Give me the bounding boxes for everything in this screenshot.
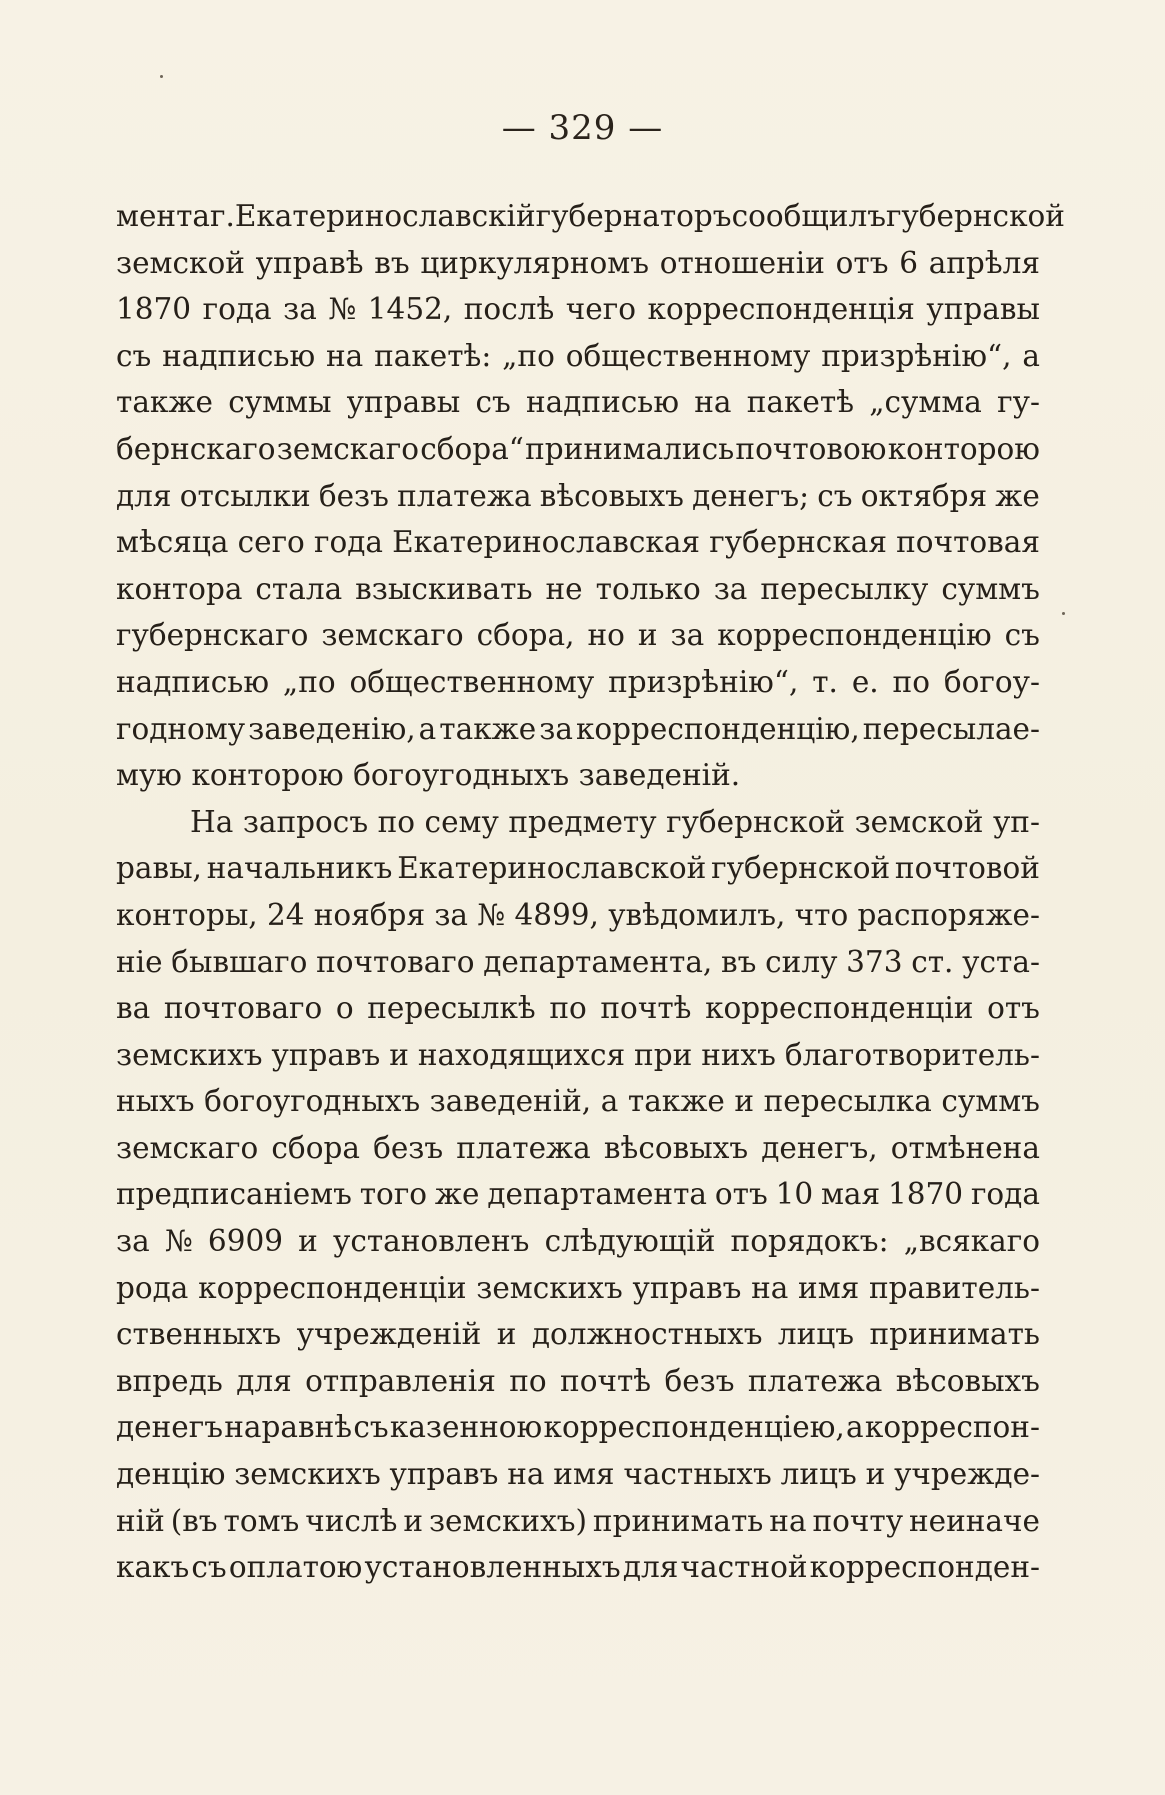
text-line: годному заведенію, а также за корреспонденцію, пересылае- — [116, 711, 1040, 746]
text-line: какъ съ оплатою установленныхъ для частной корреспонден- — [116, 1550, 1040, 1585]
text-line: денцію земскихъ управъ на имя частныхъ лицъ и учрежде- — [116, 1457, 1040, 1492]
text-line: На запросъ по сему предмету губернской земской уп- — [190, 804, 1040, 839]
text-line: контора стала взыскивать не только за пересылку суммъ — [116, 571, 1040, 606]
text-line: впредь для отправленія по почтѣ безъ платежа вѣсовыхъ — [116, 1363, 1040, 1398]
text-line: земской управѣ въ циркулярномъ отношеніи отъ 6 апрѣля — [116, 245, 1040, 280]
text-line: также суммы управы съ надписью на пакетѣ „сумма гу- — [116, 385, 1040, 420]
page-number: — 329 — — [501, 108, 664, 148]
text-line: рода корреспонденціи земскихъ управъ на имя правитель- — [116, 1270, 1040, 1305]
text-line: мую конторою богоугодныхъ заведеній. — [116, 758, 741, 793]
paragraph — [116, 799, 1040, 1591]
text-line: 1870 года за № 1452, послѣ чего корреспонденція управы — [116, 292, 1040, 327]
text-line: мента г. Екатеринославскій губернаторъ сообщилъ губернской — [116, 199, 1065, 233]
text-line: предписаніемъ того же департамента отъ 10 мая 1870 года — [116, 1177, 1040, 1212]
text-line: земскихъ управъ и находящихся при нихъ благотворитель- — [116, 1037, 1040, 1072]
text-line: ственныхъ учрежденій и должностныхъ лицъ принимать — [116, 1317, 1040, 1352]
text-line: ныхъ богоугодныхъ заведеній, а также и пересылка суммъ — [116, 1084, 1040, 1119]
text-line: ніе бывшаго почтоваго департамента, въ силу 373 ст. уста- — [116, 944, 1040, 979]
text-line: съ надписью на пакетѣ: „по общественному призрѣнію“, а — [116, 338, 1040, 373]
text-line: ній (въ томъ числѣ и земскихъ) принимать на почту неиначе — [116, 1503, 1040, 1538]
text-line: конторы, 24 ноября за № 4899, увѣдомилъ, что распоряже- — [116, 897, 1040, 932]
text-line: надписью „по общественному призрѣнію“, т. е. по богоу- — [116, 664, 1040, 699]
print-speck — [160, 75, 163, 78]
text-line: губернскаго земскаго сбора, но и за корреспонденцію съ — [116, 618, 1040, 653]
print-speck — [1062, 612, 1065, 615]
text-line: земскаго сбора безъ платежа вѣсовыхъ денегъ, отмѣнена — [116, 1130, 1040, 1165]
text-line: мѣсяца сего года Екатеринославская губернская почтовая — [116, 525, 1040, 560]
paragraph — [116, 193, 1065, 799]
page-body-text — [116, 193, 1065, 1591]
text-line: денегъ наравнѣ съ казенною корреспонденціею, а корреспон- — [116, 1410, 1040, 1445]
text-line: ва почтоваго о пересылкѣ по почтѣ корреспонденціи отъ — [116, 991, 1040, 1026]
text-line: бернскаго земскаго сбора“ принимались почтовою конторою — [116, 431, 1040, 466]
text-line: равы, начальникъ Екатеринославской губернской почтовой — [116, 851, 1040, 886]
text-line: для отсылки безъ платежа вѣсовыхъ денегъ; съ октября же — [116, 478, 1040, 513]
text-line: за № 6909 и установленъ слѣдующій порядокъ: „всякаго — [116, 1224, 1040, 1259]
